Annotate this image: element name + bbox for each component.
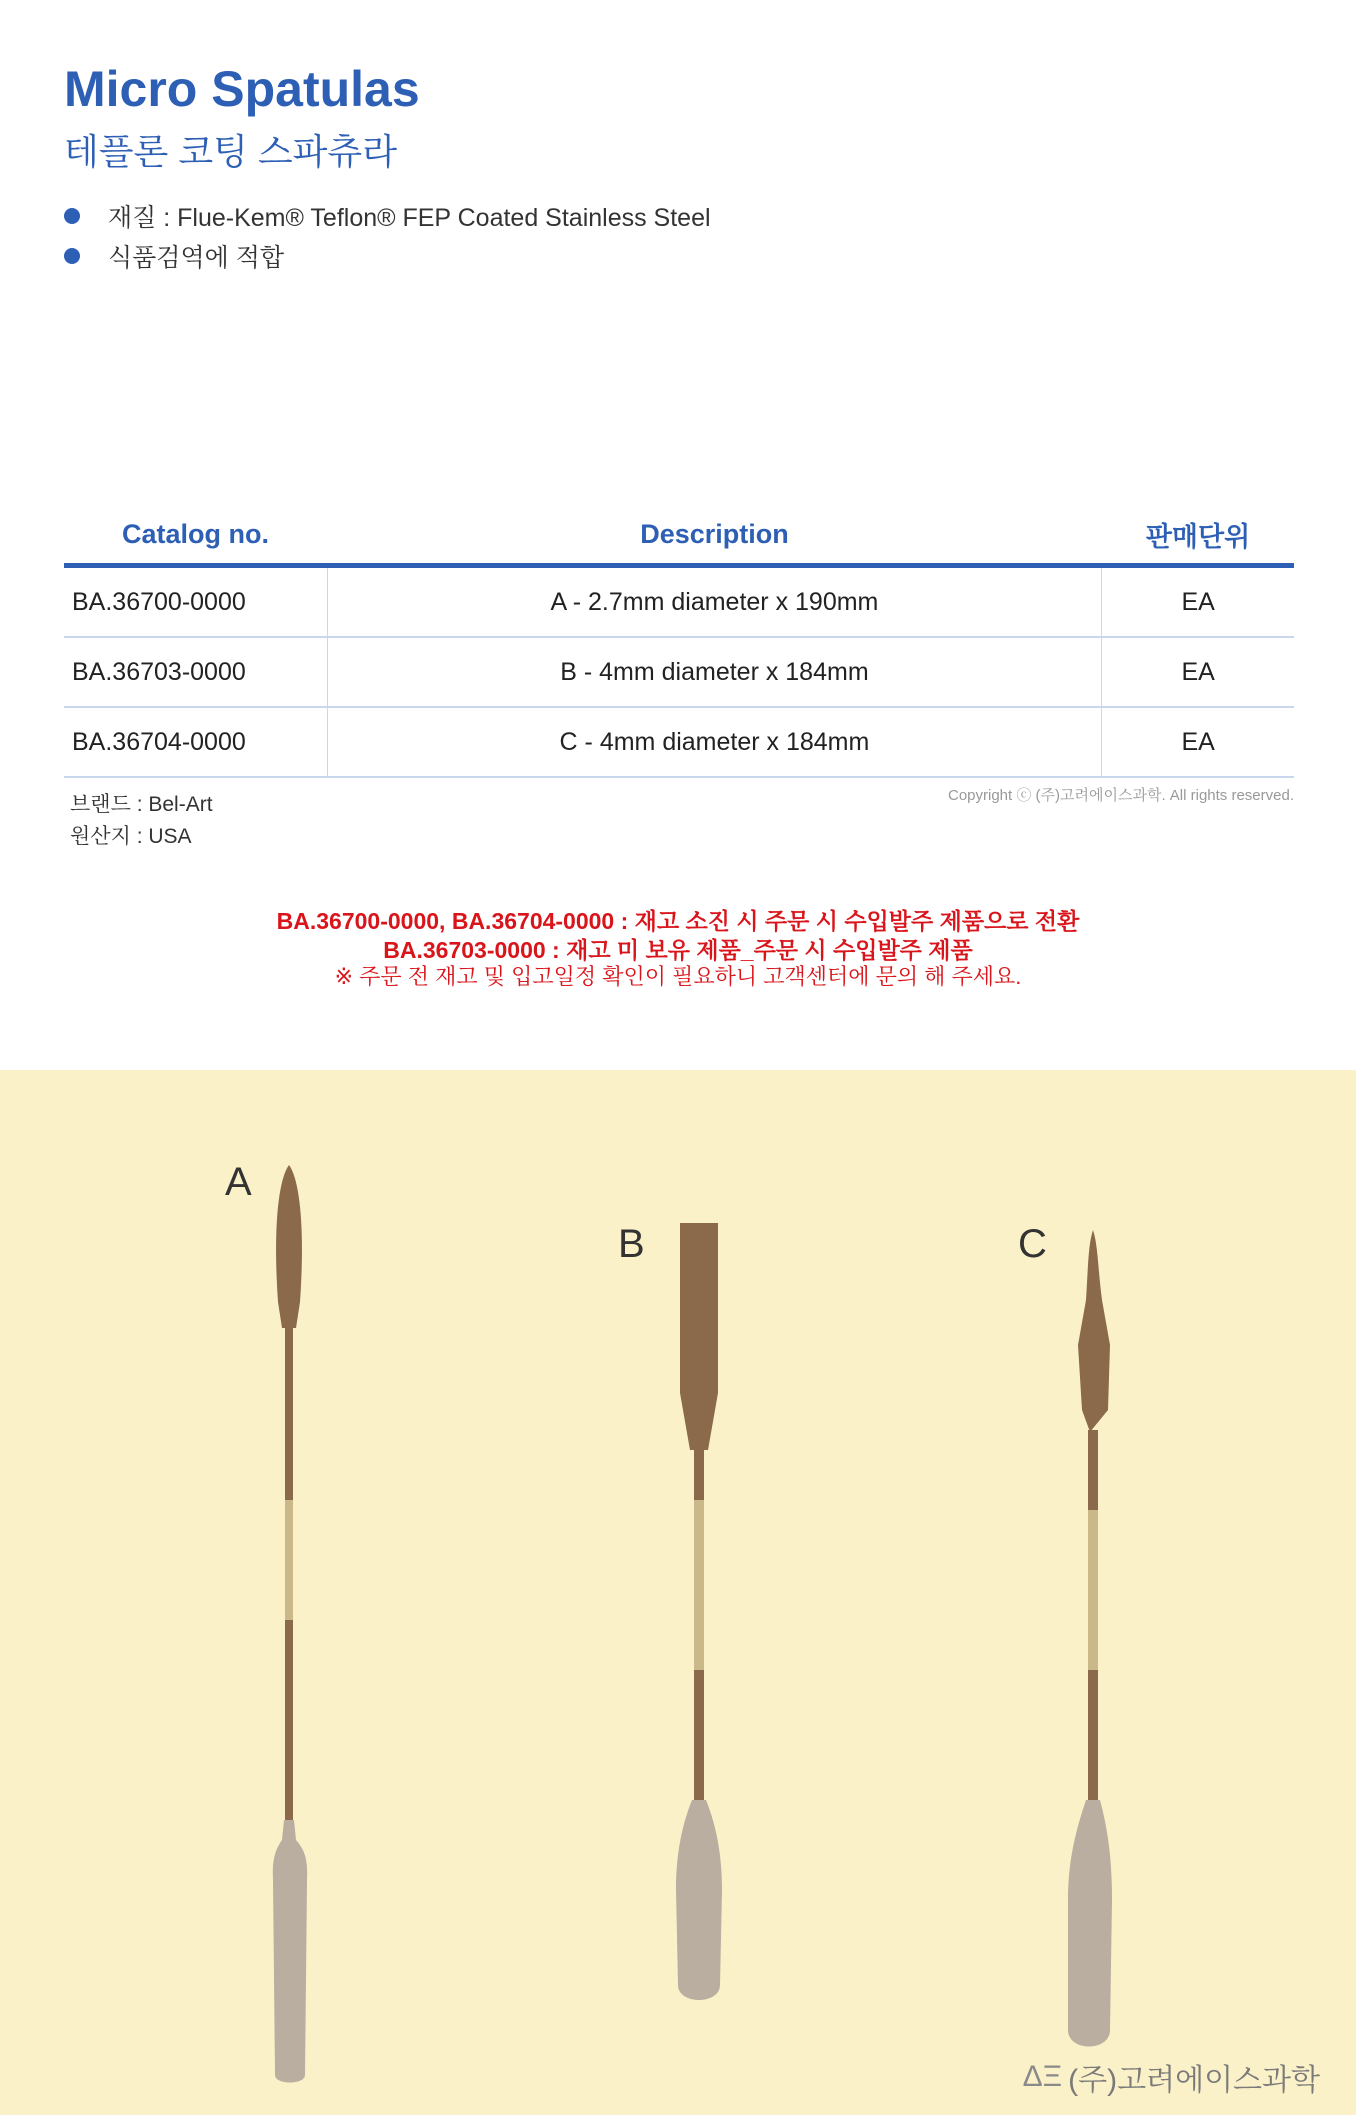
- cell-unit: EA: [1181, 587, 1215, 616]
- bullet-item: [64, 198, 711, 234]
- spatula-b: [676, 1223, 722, 2000]
- spatula-c: [1068, 1230, 1112, 2047]
- header-description: Description: [640, 518, 789, 549]
- table-row: [64, 708, 1294, 778]
- company-logo-text: (주)고려에이스과학: [1068, 2064, 1320, 2097]
- copyright-text: Copyright ⓒ (주)고려에이스과학. All rights reserved.: [948, 787, 1294, 804]
- notice-line: ※ 주문 전 재고 및 입고일정 확인이 필요하니 고객센터에 문의 해 주세요.: [334, 964, 1022, 989]
- table-row: [64, 638, 1294, 708]
- page-title: Micro Spatulas: [64, 61, 420, 117]
- bullet-text: 재질 : Flue-Kem® Teflon® FEP Coated Stainless Steel: [108, 204, 711, 232]
- cell-unit: EA: [1181, 727, 1215, 756]
- cell-description: C - 4mm diameter x 184mm: [327, 708, 1103, 776]
- bullet-item: [64, 238, 284, 274]
- cell-catalog: BA.36700-0000: [72, 587, 246, 616]
- brand-text: 브랜드 : Bel-Art: [70, 793, 213, 816]
- table-header: [64, 505, 1294, 568]
- label-a: A: [225, 1160, 252, 1204]
- table-row: [64, 568, 1294, 638]
- header-catalog: Catalog no.: [122, 518, 269, 549]
- cell-unit: EA: [1181, 657, 1215, 686]
- page-subtitle: 테플론 코팅 스파츄라: [64, 131, 397, 172]
- origin-text: 원산지 : USA: [70, 825, 192, 848]
- spatula-a: [273, 1165, 307, 2083]
- label-b: B: [618, 1222, 645, 1266]
- cell-description: B - 4mm diameter x 184mm: [327, 638, 1103, 706]
- company-logo-icon: ΔΞ: [1022, 2060, 1063, 2093]
- product-photo: [0, 1070, 1356, 2115]
- cell-catalog: BA.36704-0000: [72, 727, 246, 756]
- bullet-dot-icon: [64, 248, 80, 264]
- header-unit: 판매단위: [1145, 521, 1251, 552]
- company-logo: [1023, 2055, 1320, 2099]
- bullet-text: 식품검역에 적합: [108, 244, 284, 272]
- cell-catalog: BA.36703-0000: [72, 657, 246, 686]
- cell-description: A - 2.7mm diameter x 190mm: [327, 568, 1103, 636]
- notice-line: BA.36703-0000 : 재고 미 보유 제품_주문 시 수입발주 제품: [383, 937, 973, 963]
- product-table: [64, 505, 1294, 778]
- spatulas-illustration: [0, 1070, 1356, 2115]
- notice-line: BA.36700-0000, BA.36704-0000 : 재고 소진 시 주문 시 수입발주 제품으로 전환: [276, 908, 1080, 934]
- bullet-dot-icon: [64, 208, 80, 224]
- label-c: C: [1018, 1222, 1047, 1266]
